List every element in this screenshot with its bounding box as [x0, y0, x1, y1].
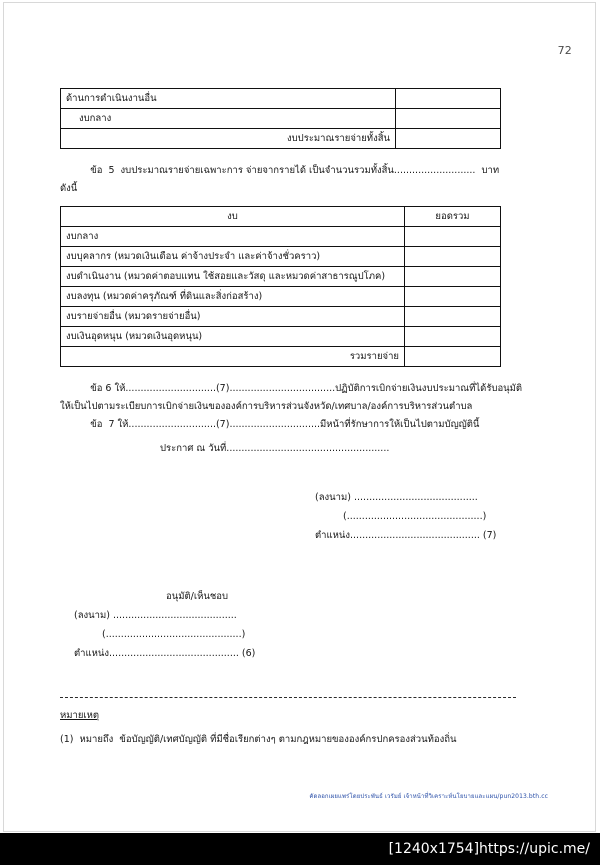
footer-size-url-label: [1240x1754]https://upic.me/: [388, 841, 590, 857]
row-amount: [405, 227, 501, 247]
signature-line: (ลงนาม) .........................................: [315, 492, 478, 504]
table-other-operations: [60, 88, 501, 149]
table-row: [61, 227, 501, 247]
approval-name-line: (.............................................): [102, 629, 246, 641]
row-amount: [405, 287, 501, 307]
table-row: [61, 307, 501, 327]
table-header-row: [61, 207, 501, 227]
row-label: รวมรายจ่าย: [61, 347, 405, 367]
approval-block: [60, 587, 540, 663]
row-label: งบกลาง: [61, 109, 396, 129]
table-row: [61, 267, 501, 287]
row-label: งบลงทุน (หมวดค่าครุภัณฑ์ ที่ดินและสิ่งก่อสร้าง): [61, 287, 405, 307]
signature-position-line: ตำแหน่ง........................................... (7): [315, 530, 497, 542]
clause-5-line-1: ข้อ 5 งบประมาณรายจ่ายเฉพาะการ จ่ายจากรายได้ เป็นจำนวนรวมทั้งสิ้น........................... บาท: [60, 165, 500, 176]
approval-heading: อนุมัติ/เห็นชอบ: [166, 591, 229, 603]
row-label: งบบุคลากร (หมวดเงินเดือน ค่าจ้างประจำ และค่าจ้างชั่วคราว): [61, 247, 405, 267]
row-amount: [405, 267, 501, 287]
table-row: [61, 287, 501, 307]
table-row-total: [61, 347, 501, 367]
table-row: [61, 327, 501, 347]
row-amount: [405, 327, 501, 347]
clause-6-line-1: ข้อ 6 ให้..............................(7)...................................ปฏิบัติการเบิกจ่ายเงินงบประมาณที่ได้รับอนุมัติ: [60, 383, 523, 395]
row-amount: [396, 109, 501, 129]
footnote-divider: [60, 697, 516, 698]
row-amount: [396, 129, 501, 149]
approval-position-line: ตำแหน่ง........................................... (6): [74, 648, 256, 660]
row-label: งบเงินอุดหนุน (หมวดเงินอุดหนุน): [61, 327, 405, 347]
clause-5-line-2: ดังนี้: [60, 183, 78, 195]
row-amount: [405, 307, 501, 327]
clause-6-line-2: ให้เป็นไปตามระเบียบการเบิกจ่ายเงินขององค์การบริหารส่วนจังหวัด/เทศบาล/องค์การบริหารส่วนตำบล: [60, 401, 473, 413]
signature-block-signer: [60, 488, 540, 545]
approval-signature-line: (ลงนาม) .........................................: [74, 610, 237, 622]
row-label: งบประมาณรายจ่ายทั้งสิ้น: [61, 129, 396, 149]
table-budget-summary: [60, 206, 501, 367]
row-label: งบดำเนินงาน (หมวดค่าตอบแทน ใช้สอยและวัสดุ และหมวดค่าสาธารณูปโภค): [61, 267, 405, 287]
clause-7-line-1: ข้อ 7 ให้.............................(7)..............................มีหน้าที่รักษาการให้เป็นไปตามบัญญัตินี้: [60, 419, 480, 431]
row-label: งบกลาง: [61, 227, 405, 247]
announcement-date-line: ประกาศ ณ วันที่......................................................: [160, 443, 390, 455]
signature-name-line: (.............................................): [343, 511, 487, 523]
table-row: [61, 89, 501, 109]
page-number: 72: [557, 44, 572, 57]
row-amount: [405, 247, 501, 267]
column-header-total: ยอดรวม: [405, 207, 501, 227]
column-header-budget: งบ: [61, 207, 405, 227]
row-amount: [405, 347, 501, 367]
table-row: [61, 247, 501, 267]
row-label: งบรายจ่ายอื่น (หมวดรายจ่ายอื่น): [61, 307, 405, 327]
table-row: [61, 109, 501, 129]
watermark-credit: คัดลอกเผยแพร่โดยประพันธ์ เวรัมย์ เจ้าหน้าที่วิเคราะห์นโยบายและแผน/pun2013.bth.cc: [309, 793, 548, 800]
row-amount: [396, 89, 501, 109]
footnote-item-1: (1) หมายถึง ข้อบัญญัติ/เทศบัญญัติ ที่มีชื่อเรียกต่างๆ ตามกฎหมายขององค์กรปกครองส่วนท้องถิ่น: [60, 734, 457, 746]
table-row-grand-total: [61, 129, 501, 149]
row-label: ด้านการดำเนินงานอื่น: [61, 89, 396, 109]
footnote-heading: หมายเหตุ: [60, 710, 100, 722]
